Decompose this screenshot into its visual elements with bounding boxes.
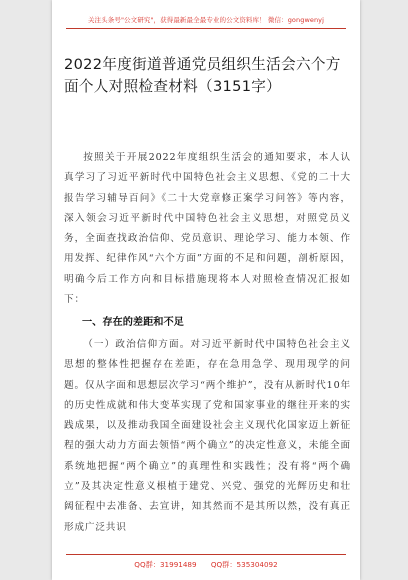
- top-banner: 关注头条号"公文研究"，获得最新最全最专业的公文资料库！ 微信：gongwenyj: [87, 16, 325, 24]
- footer-divider: [66, 554, 346, 555]
- footer: [52, 560, 360, 570]
- political-belief-paragraph: （一）政治信仰方面。对习近平新时代中国特色社会主义思想的整体性把握存在差距，存在急用急学、现用现学的问题。仅从字面和思想层次学习“两个维护”，没有从新时代10年的历史性成就和伟大变革实现了党和国家事业的继往开来的实践成果，以及推动我国全面建设社会主义现代化国家迈上新征程的强大动力方面去领悟“两个确立”的决定性意义，未能全面系统地把握“两个确立”的真理性和实践性；没有将“两个确立”及其决定性意义根植于建党、兴党、强党的光辉历史和壮阔征程中去准备、去宣讲，知其然而不是其所以然，没有真正形成广泛共识: [64, 339, 351, 533]
- footer-qq-group-2: QQ群：535304092: [210, 560, 278, 569]
- section-heading: 一、存在的差距和不足: [82, 317, 184, 328]
- footer-qq-group-1: QQ群：31991489: [134, 560, 197, 569]
- document-page: [52, 0, 360, 580]
- document-title: 2022年度街道普通党员组织生活会六个方面个人对照检查材料（3151字）: [64, 56, 341, 95]
- intro-paragraph: 按照关于开展2022年度组织生活会的通知要求，本人认真学习了习近平新时代中国特色社会主义思想、《党的二十大报告学习辅导百问》《二十大党章修正案学习问答》等内容，深入领会习近平新时代中国特色社会主义思想，对照党员义务，全面查找政治信仰、党员意识、理论学习、能力本领、作用发挥、纪律作风“六个方面”方面的不足和问题，剖析原因，明确今后工作方向和目标措施现将本人对照检查情况汇报如下：: [64, 152, 351, 306]
- banner-divider: [66, 28, 346, 29]
